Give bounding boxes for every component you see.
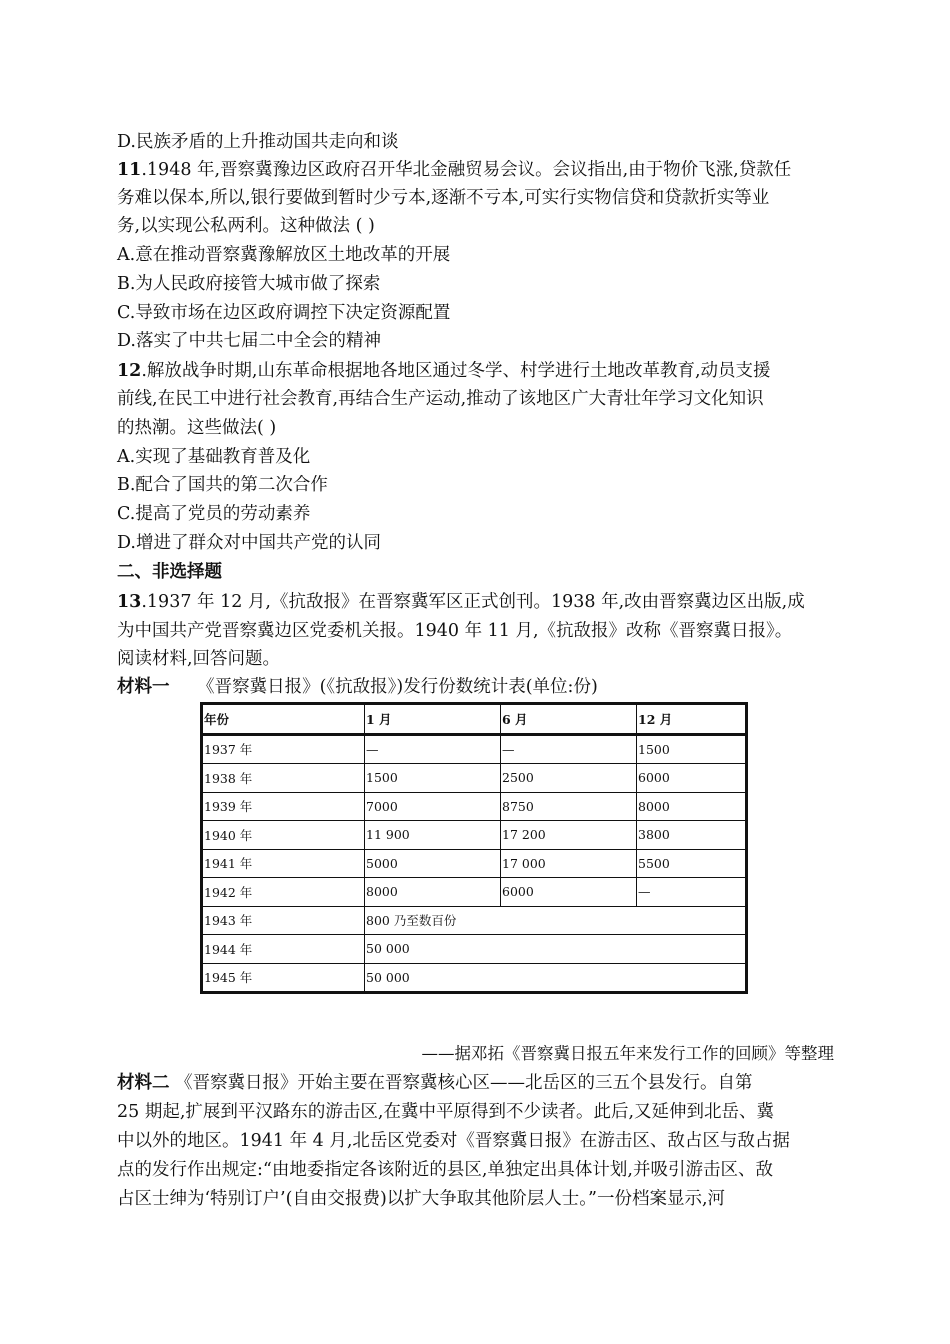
table-cell: 7000: [365, 792, 501, 821]
question-12-option-d[interactable]: D.增进了群众对中国共产党的认同: [117, 533, 381, 553]
table-row: [202, 935, 747, 964]
material-2-line-4: 点的发行作出规定:“由地委指定各该附近的县区,单独定出具体计划,并吸引游击区、敌: [117, 1160, 773, 1180]
table-cell: 5500: [637, 849, 747, 878]
table-row: [202, 821, 747, 850]
question-13-line-1: [117, 588, 805, 616]
material-1-heading: [117, 673, 598, 701]
question-12-line-1: [117, 357, 771, 385]
question-11-option-d[interactable]: D.落实了中共七届二中全会的精神: [117, 331, 381, 351]
table-cell: 2500: [501, 764, 637, 793]
table-row: [202, 849, 747, 878]
table-header-cell: 年份: [202, 704, 365, 735]
material-2-line-2: 25 期起,扩展到平汉路东的游击区,在冀中平原得到不少读者。此后,又延伸到北岳、冀: [117, 1102, 775, 1122]
question-12-line-3: 的热潮。这些做法( ): [117, 418, 277, 438]
material-2-text: 《晋察冀日报》开始主要在晋察冀核心区——北岳区的三五个县发行。自第: [169, 1073, 753, 1093]
material-1-source: ——据邓拓《晋察冀日报五年来发行工作的回顾》等整理: [421, 1044, 834, 1063]
table-header-cell: 12 月: [637, 704, 747, 735]
table-cell: 1938 年: [202, 764, 365, 793]
question-11-option-c[interactable]: C.导致市场在边区政府调控下决定资源配置: [117, 303, 451, 323]
question-11-line-2: 务难以保本,所以,银行要做到暂时少亏本,逐渐不亏本,可实行实物信贷和贷款折实等业: [117, 188, 770, 208]
table-header-row: [202, 704, 747, 735]
question-11-option-a[interactable]: A.意在推动晋察冀豫解放区土地改革的开展: [117, 245, 451, 265]
table-cell: 1941 年: [202, 849, 365, 878]
question-13-text: .1937 年 12 月,《抗敌报》在晋察冀军区正式创刊。1938 年,改由晋察冀边区出版,成: [141, 592, 805, 612]
section-title: 二、非选择题: [117, 562, 222, 582]
question-12-option-a[interactable]: A.实现了基础教育普及化: [117, 447, 311, 467]
table-cell: 1945 年: [202, 963, 365, 993]
table-row: [202, 792, 747, 821]
table-header-cell: 6 月: [501, 704, 637, 735]
table-cell: 3800: [637, 821, 747, 850]
material-1-caption: 《晋察冀日报》(《抗敌报》)发行份数统计表(单位:份): [197, 677, 598, 697]
table-cell: 6000: [501, 878, 637, 907]
question-12-option-b[interactable]: B.配合了国共的第二次合作: [117, 475, 328, 495]
material-1-label: 材料一: [117, 677, 170, 697]
table-cell: 5000: [365, 849, 501, 878]
table-cell: 8000: [637, 792, 747, 821]
circulation-table: [200, 702, 748, 994]
table-cell: 1942 年: [202, 878, 365, 907]
table-cell: —: [501, 734, 637, 764]
table-cell: 1937 年: [202, 734, 365, 764]
table-cell: 17 200: [501, 821, 637, 850]
table-row: [202, 878, 747, 907]
material-2-line-1: [117, 1069, 753, 1097]
question-11-text: .1948 年,晋察冀豫边区政府召开华北金融贸易会议。会议指出,由于物价飞涨,贷款任: [141, 160, 792, 180]
table-row: [202, 764, 747, 793]
table-cell: 1944 年: [202, 935, 365, 964]
question-10-option-d: D.民族矛盾的上升推动国共走向和谈: [117, 132, 399, 152]
table-cell: 6000: [637, 764, 747, 793]
table-cell: —: [365, 734, 501, 764]
question-11-option-b[interactable]: B.为人民政府接管大城市做了探索: [117, 274, 381, 294]
table-cell-merged: 50 000: [365, 935, 747, 964]
material-2-line-5: 占区士绅为‘特别订户’(自由交报费)以扩大争取其他阶层人士。”一份档案显示,河: [117, 1189, 726, 1209]
table-cell: 11 900: [365, 821, 501, 850]
question-12-text: .解放战争时期,山东革命根据地各地区通过冬学、村学进行土地改革教育,动员支援: [141, 361, 771, 381]
table-cell: 1939 年: [202, 792, 365, 821]
question-11-number: 11: [117, 160, 142, 180]
question-12-option-c[interactable]: C.提高了党员的劳动素养: [117, 504, 311, 524]
table-cell: 1943 年: [202, 906, 365, 935]
material-2-line-3: 中以外的地区。1941 年 4 月,北岳区党委对《晋察冀日报》在游击区、敌占区与敌占据: [117, 1131, 790, 1151]
question-13-line-2: 为中国共产党晋察冀边区党委机关报。1940 年 11 月,《抗敌报》改称《晋察冀日报》。: [117, 621, 793, 641]
table-row: [202, 734, 747, 764]
question-12-line-2: 前线,在民工中进行社会教育,再结合生产运动,推动了该地区广大青壮年学习文化知识: [117, 389, 764, 409]
table-cell-merged: 50 000: [365, 963, 747, 993]
question-13-line-3: 阅读材料,回答问题。: [117, 649, 281, 669]
question-12-number: 12: [117, 361, 142, 381]
table-cell: 1500: [637, 734, 747, 764]
material-2-label: 材料二: [117, 1073, 170, 1093]
table-cell: 8750: [501, 792, 637, 821]
table-cell: 1500: [365, 764, 501, 793]
question-11-line-3: 务,以实现公私两利。这种做法 ( ): [117, 216, 375, 236]
table-cell: 1940 年: [202, 821, 365, 850]
table-cell: —: [637, 878, 747, 907]
table-header-cell: 1 月: [365, 704, 501, 735]
table-cell-merged: 800 乃至数百份: [365, 906, 747, 935]
table-cell: 8000: [365, 878, 501, 907]
table-row: [202, 906, 747, 935]
question-11-line-1: [117, 156, 791, 184]
table-cell: 17 000: [501, 849, 637, 878]
question-13-number: 13: [117, 592, 142, 612]
table-row: [202, 963, 747, 993]
